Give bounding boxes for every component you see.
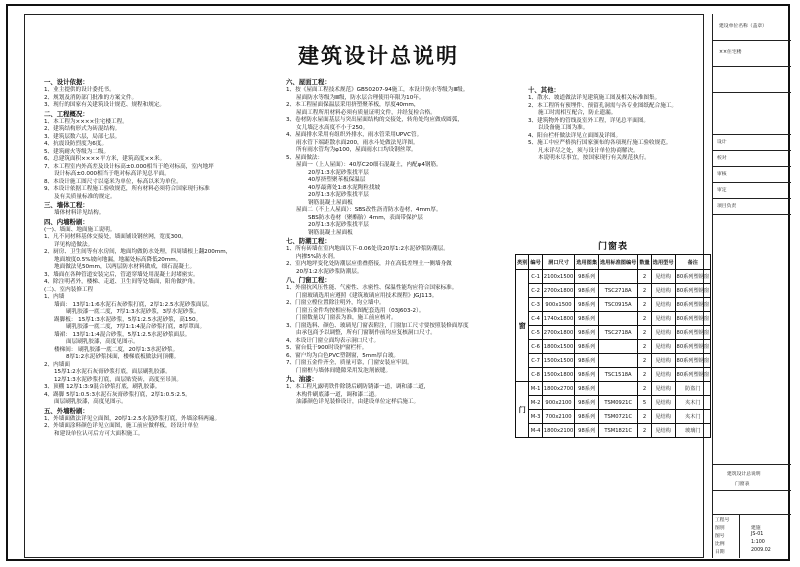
table-cell: C-6 (529, 340, 542, 354)
text-line: 地面做法见50mm，以两层防水材料做成，细石混凝土。 (54, 264, 196, 270)
title-block (712, 14, 790, 558)
text-line: 屋面防水等级为Ⅲ级，防水层合理使用年限为10年。 (296, 94, 425, 101)
text-line: 4、踢脚 5厚1:0.5:3水泥石灰膏砂浆打底，2厚1:0.5:2.5。 (44, 391, 191, 398)
table-cell: 98系列 (575, 326, 599, 340)
text-line: 门窗玻璃选用应遵照《建筑玻璃应用技术规程》JGJ113。 (296, 292, 438, 299)
text-line: 8厚1:2水泥砂浆抹面，楼梯底板做法同顶棚。 (66, 354, 180, 360)
table-cell: 98系列 (575, 382, 599, 396)
section-heading: 十、其他： (528, 86, 560, 94)
text-line: 2、外墙面涂料颜色详见立面图，施工前应做样板，经设计单位 (44, 423, 199, 429)
door-table-title: 门窗表 (598, 242, 629, 252)
text-line: 2、室内地坪变化处防潮层应重叠搭接，并在高低差埋土一侧墙身做 (286, 261, 452, 267)
table-cell: 见结构 (651, 382, 675, 396)
block-field-label: 图别 (715, 526, 725, 531)
table-cell: 80系列塑钢窗 (675, 312, 711, 326)
table-cell: 80系列塑钢窗 (675, 326, 711, 340)
table-cell: 2700x1800 (542, 326, 574, 340)
title-block-line (713, 464, 791, 465)
column-header: 洞口尺寸 (542, 255, 574, 270)
text-line: 6、窗户均为白色PVC塑钢窗，5mm厚白玻。 (286, 352, 400, 359)
table-cell: 2100x1500 (542, 270, 574, 284)
section-heading: 三、墙体工程： (44, 201, 89, 209)
table-row (516, 382, 711, 396)
table-cell: M-4 (529, 424, 542, 438)
text-line: 5、施工中应严格执行国家颁布的各项现行施工验收规范。 (528, 140, 672, 146)
block-field-label: 图号 (715, 534, 725, 539)
text-line: 2、规划及消防部门批准的方案文件。 (44, 94, 138, 101)
text-line: 施工时需相互配合，防止遗漏。 (538, 110, 617, 116)
table-row (516, 298, 711, 312)
table-row (516, 410, 711, 424)
text-line: 2、门窗立樘位置除注明外，均立墙中。 (286, 300, 385, 306)
text-line: 4、本设计门窗立面均表示洞口尺寸。 (286, 337, 380, 344)
drawing-name: 门窗表 (735, 482, 750, 487)
table-cell: C-8 (529, 368, 542, 382)
signature-row-label: 设计 (717, 140, 727, 145)
table-cell: 1800x1500 (542, 340, 574, 354)
text-line: 7、本工程室内外高差及设计标高±0.000相当于绝对标高，室内地坪 (44, 163, 214, 170)
text-line: 墙裙： 13厚1:1:4混合砂浆，5厚1:2.5水泥砂浆面层。 (54, 331, 191, 338)
text-line: 4、屋面排水采用有组织外排水，雨水管采用UPVC管。 (286, 132, 423, 138)
text-line: 女儿墙泛水高度不小于250。 (296, 124, 369, 131)
table-cell (599, 270, 638, 284)
text-line: 5、建筑耐火等级为二级。 (44, 148, 110, 155)
text-line: 7、门窗五金件齐全，质量可靠，门窗安装应牢固。 (286, 360, 413, 366)
table-cell: 98系列 (575, 410, 599, 424)
table-cell: TSC2718A (599, 284, 638, 298)
text-line: 楼梯间： 刷乳胶漆一底二度，20厚1:3水泥砂浆。 (54, 346, 179, 353)
text-line: 1、业主提供的设计委托书。 (44, 87, 115, 93)
title-block-line (713, 150, 791, 151)
table-cell: C-4 (529, 312, 542, 326)
signature-row-label: 校对 (717, 156, 727, 161)
section-heading: 七、防潮工程： (286, 237, 331, 245)
text-line: 内掺5%防水剂。 (296, 253, 339, 260)
text-line: 和建设单位认可后方可大面积施工。 (54, 430, 144, 437)
table-cell: TSC2718A (599, 326, 638, 340)
text-line: 15厚1:2水泥石灰膏砂浆打底，面层刷乳胶漆。 (54, 369, 171, 375)
table-cell: 玻璃门 (675, 424, 711, 438)
text-line: 12厚1:3水泥砂浆打底，面层贴瓷砖，高度至吊顶。 (54, 376, 182, 383)
table-cell: 2 (638, 326, 651, 340)
table-row (516, 312, 711, 326)
text-line: 1、本工程凡露明铁件除锈后刷防锈漆一道，调和漆二道， (286, 384, 430, 390)
text-line: 详见构造做法。 (54, 241, 94, 248)
table-cell: 2 (638, 270, 651, 284)
table-cell: 98系列 (575, 284, 599, 298)
title-block-line (713, 66, 791, 67)
table-cell: M-2 (529, 396, 542, 410)
table-cell: TSC0915A (599, 298, 638, 312)
table-header-row (516, 255, 711, 270)
table-cell: 2 (638, 340, 651, 354)
title-block-line (713, 92, 791, 93)
table-cell: 80系列塑钢窗 (675, 340, 711, 354)
text-line: 3、建筑物外的管线及室外工程，详见总平面图。 (528, 117, 650, 124)
middle-column (286, 78, 469, 407)
table-cell: TSC1518A (599, 368, 638, 382)
column-header: 编号 (529, 255, 542, 270)
title-block-line (713, 198, 791, 199)
column-header: 选用标准图编号 (599, 255, 638, 270)
text-line: 踢脚板： 15厚1:3水泥砂浆，5厚1:2.5水泥砂浆，高150。 (54, 316, 202, 323)
table-cell: 98系列 (575, 298, 599, 312)
text-line: 钢筋混凝土屋面板 (308, 229, 353, 236)
table-cell: 1500x1800 (542, 368, 574, 382)
text-line: 2、内墙面 (44, 361, 70, 368)
table-cell: 80系列塑钢窗 (675, 354, 711, 368)
title-block-line (713, 166, 791, 167)
table-row (516, 424, 711, 438)
table-cell: 夹木门 (675, 396, 711, 410)
table-cell: 见结构 (651, 298, 675, 312)
text-line: 设计标高±0.000相当于绝对标高详见总平面。 (54, 171, 170, 177)
text-line: 面层刷乳胶漆，高度见图示。 (54, 399, 127, 405)
drawing-name: 建筑设计总说明 (727, 472, 761, 477)
right-column (528, 86, 677, 163)
text-line: 屋面二（不上人屋面）：SBS改性沥青防水卷材，4mm厚。 (296, 207, 442, 213)
table-row (516, 340, 711, 354)
table-row (516, 284, 711, 298)
table-cell: 见结构 (651, 396, 675, 410)
text-line: 屋面工程所用材料必须有质量证明文件，并经复检合格。 (296, 109, 436, 116)
text-line: SBS防水卷材（聚酯胎）4mm，表面带保护层 (308, 214, 423, 221)
block-field-label: 工程号 (715, 518, 730, 523)
table-cell: 98系列 (575, 354, 599, 368)
door-window-table (515, 254, 711, 438)
title-block-divider (739, 514, 740, 558)
table-row (516, 354, 711, 368)
group-label: 门 (516, 382, 529, 438)
text-line: 3、现行的国家有关建筑设计规范、规程和规定。 (44, 102, 166, 108)
text-line: 屋面一（上人屋面）：40厚C20细石混凝土，内配φ4钢筋。 (296, 162, 442, 168)
text-line: 3、建筑层数六层，局部七层。 (44, 133, 121, 140)
text-line: 2、厨房、卫生间等有水房间，地面均做防水处理，四周墙根上翻200mm， (44, 249, 232, 255)
section-heading: 四、内墙粉刷： (44, 217, 89, 226)
column-header: 备注 (675, 255, 711, 270)
text-line: 20厚1:3水泥砂浆找平层 (308, 222, 369, 228)
text-line: 8、本设计施工图尺寸以毫米为单位，标高以米为单位。 (44, 178, 182, 185)
table-row (516, 368, 711, 382)
text-line: 5、窗台低于900时设护窗栏杆。 (286, 345, 368, 351)
text-line: 40厚挤塑聚苯板保温层 (308, 177, 366, 183)
text-line: 所有雨水管均为φ100，屋面雨水口均设钢丝罩。 (296, 147, 417, 153)
table-cell: 见结构 (651, 424, 675, 438)
group-label: 窗 (516, 270, 529, 382)
table-cell: 见结构 (651, 410, 675, 424)
text-line: 3、顶棚 12厚1:3:9混合砂浆打底，刷乳胶漆。 (44, 384, 161, 390)
table-cell (599, 354, 638, 368)
text-line: 1、按《屋面工程技术规范》GB50207-94施工，本设计防水等级为Ⅲ级。 (286, 87, 469, 93)
text-line: 门窗数量以门窗表为准，施工前应核对。 (296, 315, 397, 321)
table-cell: 见结构 (651, 284, 675, 298)
text-line: 1、散水、坡道做法详见建筑施工图及相关标准图集。 (528, 95, 661, 101)
title-block-line (713, 490, 791, 491)
text-line: 由承包商予以调整，所有门窗制作前均应复核洞口尺寸。 (296, 330, 436, 336)
block-field-value: 2009.02 (751, 548, 771, 553)
text-line: 雨水管下端距散水面200，雨水斗处做法见详图。 (296, 139, 419, 146)
section-heading: 五、外墙粉刷： (44, 406, 89, 415)
text-line: 钢筋混凝土屋面板 (308, 199, 353, 206)
table-cell: 900x1500 (542, 298, 574, 312)
text-line: 3、卷材防水屋面基层与突出屋面结构的交接处，转角处均应做成圆弧， (286, 117, 463, 123)
block-field-label: 比例 (715, 542, 725, 547)
text-line: 4、抗震设防烈度为6度。 (44, 141, 108, 147)
section-heading: 九、油漆： (286, 375, 318, 383)
text-line: 2、建筑结构形式为砖混结构。 (44, 126, 121, 132)
text-line: 2、本工程屋面保温层采用挤塑聚苯板，厚度40mm， (286, 102, 420, 108)
section-heading: 六、屋面工程： (286, 78, 331, 86)
table-cell (599, 312, 638, 326)
table-cell: 98系列 (575, 312, 599, 326)
table-cell: C-2 (529, 284, 542, 298)
table-cell: 2 (638, 368, 651, 382)
section-heading: 八、门窗工程： (286, 276, 331, 284)
table-cell: 防盗门 (675, 382, 711, 396)
title-block-line (713, 134, 791, 135)
block-field-value: 建施 (751, 526, 761, 531)
table-cell: 1800x2700 (542, 382, 574, 396)
table-row (516, 396, 711, 410)
table-cell: C-3 (529, 298, 542, 312)
text-line: 刷乳胶漆一底二度，7厚1:3水泥砂浆，3厚水泥砂浆。 (66, 309, 200, 315)
text-line: 刷乳胶漆一底二度，7厚1:1:4混合砂浆打底，8厚罩面。 (66, 324, 206, 330)
text-line: 木构件刷底漆一道，调和漆二道。 (296, 391, 380, 398)
text-line: 20厚1:3水泥砂浆找平层 (308, 169, 369, 176)
table-cell: TSM0721C (599, 410, 638, 424)
text-line: 20厚1:2水泥砂浆防潮层。 (296, 268, 363, 275)
text-line: 40厚最薄处1:8水泥陶粒找坡 (308, 184, 381, 191)
table-cell: 见结构 (651, 326, 675, 340)
column-header: 数量 (638, 255, 651, 270)
table-cell: 2 (638, 298, 651, 312)
text-line: 1、内墙 (44, 294, 65, 300)
table-cell: C-7 (529, 354, 542, 368)
text-line: 墙面： 13厚1:1:6水泥石灰砂浆打底，2厚1:2.5水泥砂浆面层。 (54, 301, 213, 308)
table-cell: 2 (638, 284, 651, 298)
table-cell: 2 (638, 354, 651, 368)
text-line: 3、门窗选料、颜色、玻璃见门窗表附注，门窗加工尺寸要按照装修面厚度 (286, 322, 469, 329)
table-cell (599, 340, 638, 354)
column-header: 选用图集 (575, 255, 599, 270)
table-cell: M-1 (529, 382, 542, 396)
table-cell: 5 (638, 396, 651, 410)
text-line: 凡未详尽之处，须与设计单位协商解决。 (538, 147, 639, 154)
table-cell: 见结构 (651, 312, 675, 326)
text-line: 1、外墙面做法详见立面图，20厚1:2.5水泥砂浆打底，外墙涂料两遍。 (44, 415, 221, 422)
text-line: 3、墙面在各种管道安装完后，管道穿墙处用混凝土封堵密实。 (44, 271, 199, 278)
text-line: 4、除注明者外，楼梯、走道、卫生间等处墙面，阳角做护角。 (44, 279, 199, 285)
table-cell: 见结构 (651, 270, 675, 284)
block-field-label: 日期 (715, 550, 725, 555)
text-line: 4、阳台栏杆做法详见立面图及详图。 (528, 132, 622, 139)
table-cell: 98系列 (575, 340, 599, 354)
text-line: (二)、室内装修工程 (44, 286, 94, 293)
document-title: 建筑设计总说明 (298, 44, 459, 68)
table-cell: 98系列 (575, 424, 599, 438)
section-heading: 二、工程概况： (44, 109, 89, 118)
table-cell: 2700x1800 (542, 284, 574, 298)
table-cell: 80系列塑钢窗 (675, 270, 711, 284)
column-header: 类别 (516, 255, 529, 270)
title-block-line (713, 40, 791, 41)
table-cell: TSM1821C (599, 424, 638, 438)
text-line: 1、所有砖墙在室内地面以下-0.06处设20厚1:2水泥砂浆防潮层。 (286, 246, 449, 252)
drawing-sheet (6, 4, 790, 561)
text-line: 墙体材料详见结构。 (54, 210, 105, 216)
text-line: 1、外窗抗风压性能、气密性、水密性、保温性能均应符合国家标准。 (286, 285, 458, 291)
table-cell: 1800x2100 (542, 424, 574, 438)
table-cell: M-3 (529, 410, 542, 424)
table-cell (599, 382, 638, 396)
table-cell: 98系列 (575, 396, 599, 410)
project-name: ××住宅楼 (719, 50, 742, 55)
left-column (44, 78, 231, 438)
text-line: 油漆颜色详见装修设计，由建设单位定样后施工。 (296, 399, 420, 405)
table-cell: C-5 (529, 326, 542, 340)
text-line: 9、本设计依据工程施工验收规范，所有材料必须符合国家现行标准 (44, 186, 210, 192)
table-cell: 80系列塑钢窗 (675, 284, 711, 298)
table-cell: C-1 (529, 270, 542, 284)
signature-row-label: 项目负责 (717, 204, 737, 209)
text-line: 本说明未尽事宜，按国家现行有关规范执行。 (538, 155, 650, 161)
table-cell: 2 (638, 424, 651, 438)
table-cell: 见结构 (651, 368, 675, 382)
text-line: (一)、墙面、地面施工说明。 (44, 226, 116, 233)
table-cell: 2 (638, 312, 651, 326)
table-cell: 98系列 (575, 270, 599, 284)
table-cell: 900x2100 (542, 396, 574, 410)
text-line: 面层刷乳胶漆，高度见图示。 (66, 339, 139, 345)
table-cell: 2 (638, 382, 651, 396)
table-row (516, 326, 711, 340)
text-line: 门窗五金件均按相应标准图配套选用（03J603-2）。 (296, 307, 425, 314)
text-line: 以设备施工图为准。 (538, 125, 589, 131)
text-line: 20厚1:3水泥砂浆找平层 (308, 192, 369, 198)
table-row (516, 270, 711, 284)
text-line: 及有关质量标准的规定。 (54, 193, 116, 200)
section-heading: 一、设计依据： (44, 78, 89, 86)
text-line: 2、本工程所有预埋件、预留孔洞需与各专业图纸配合施工。 (528, 102, 677, 109)
block-field-value: 1:100 (751, 540, 765, 545)
text-line: 门窗框与墙体间缝隙采用发泡剂嵌缝。 (296, 367, 392, 374)
column-header: 选用型号 (651, 255, 675, 270)
signature-row-label: 审定 (717, 188, 727, 193)
table-cell: TSM0921C (599, 396, 638, 410)
title-block-line (713, 214, 791, 215)
text-line: 6、总建筑面积××××平方米，建筑高度××米。 (44, 156, 166, 162)
table-cell: 1500x1500 (542, 354, 574, 368)
text-line: 1、本工程为××××住宅楼工程。 (44, 118, 128, 125)
signature-row-label: 审核 (717, 172, 727, 177)
table-cell: 700x2100 (542, 410, 574, 424)
table-cell: 98系列 (575, 368, 599, 382)
table-cell: 夹木门 (675, 410, 711, 424)
text-line: 5、屋面做法： (286, 154, 324, 161)
table-cell: 见结构 (651, 354, 675, 368)
title-block-line (713, 514, 791, 515)
table-cell: 2 (638, 410, 651, 424)
table-cell: 1740x1800 (542, 312, 574, 326)
block-field-value: JS-01 (751, 532, 764, 537)
text-line: 1、凡不同材料基体交接处，墙面铺设钢丝网，宽度300。 (44, 234, 187, 240)
table-cell: 见结构 (651, 340, 675, 354)
design-unit-label: 建设单位名称（盖章） (719, 24, 767, 29)
table-cell: 80系列塑钢窗 (675, 298, 711, 312)
table-cell: 80系列塑钢窗 (675, 368, 711, 382)
title-block-line (713, 182, 791, 183)
text-line: 地面坡度0.5%坡向地漏，地漏处标高降低20mm。 (54, 256, 182, 263)
